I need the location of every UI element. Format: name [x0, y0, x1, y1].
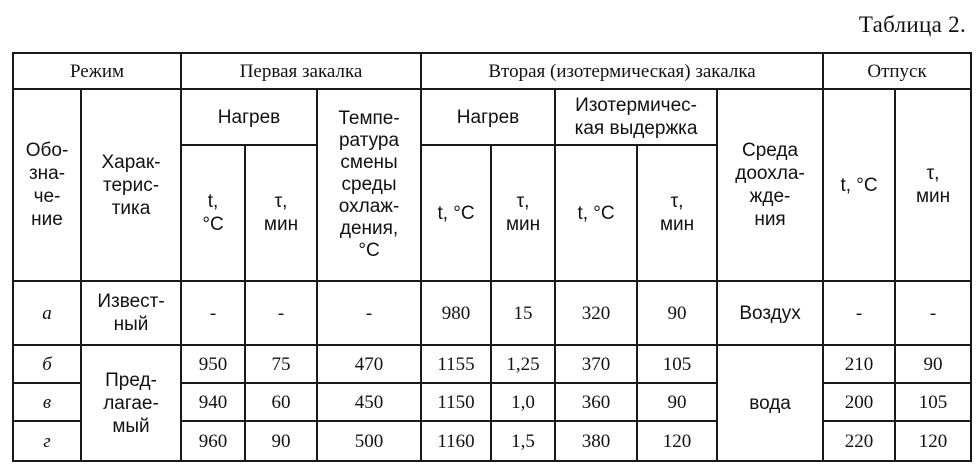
cell-z2-tau: 1,5	[491, 421, 555, 461]
cell-z1-t: -	[181, 281, 245, 345]
cell-z1-t: 960	[181, 421, 245, 461]
cell-z1-temp: 450	[317, 383, 421, 421]
header-rezhim: Режим	[13, 53, 181, 89]
table-row	[13, 345, 971, 383]
table-caption: Таблица 2.	[858, 12, 966, 37]
cell-ot-tau: 105	[895, 383, 971, 421]
header-vtoraya-zakalka: Вторая (изотермическая) закалка	[421, 53, 823, 89]
cell-z2-t: 980	[421, 281, 491, 345]
cell-z1-t: 940	[181, 383, 245, 421]
cell-z2-t: 1160	[421, 421, 491, 461]
cell-z1-t: 950	[181, 345, 245, 383]
cell-z1-tau: 60	[245, 383, 317, 421]
cell-iz-tau: 120	[637, 421, 717, 461]
header-otpusk-t: t, °С	[823, 89, 895, 281]
cell-ot-t: 210	[823, 345, 895, 383]
cell-z1-tau: 75	[245, 345, 317, 383]
header-iz-t: t, °С	[555, 145, 637, 281]
cell-ot-t: 200	[823, 383, 895, 421]
header-oboznachenie: Обо- зна- че- ние	[13, 89, 81, 281]
header-row-2	[13, 89, 971, 145]
cell-oboz: в	[13, 383, 81, 421]
cell-ot-tau: -	[895, 281, 971, 345]
cell-z2-t: 1155	[421, 345, 491, 383]
heat-treatment-table	[12, 52, 972, 462]
cell-ot-t: -	[823, 281, 895, 345]
header-temp-smeny: Темпе- ратура смены среды охлаж- дения, °С	[317, 89, 421, 281]
header-nagrev-2: Нагрев	[421, 89, 555, 145]
table-row	[13, 281, 971, 345]
cell-ot-t: 220	[823, 421, 895, 461]
cell-z2-tau: 1,25	[491, 345, 555, 383]
header-z2-t: t, °С	[421, 145, 491, 281]
cell-z1-temp: 500	[317, 421, 421, 461]
cell-z2-t: 1150	[421, 383, 491, 421]
header-z2-tau: τ, мин	[491, 145, 555, 281]
cell-z1-temp: 470	[317, 345, 421, 383]
cell-ot-tau: 120	[895, 421, 971, 461]
cell-oboz: г	[13, 421, 81, 461]
cell-iz-tau: 90	[637, 383, 717, 421]
cell-oboz: б	[13, 345, 81, 383]
header-harakteristika: Харак- терис- тика	[81, 89, 181, 281]
cell-iz-tau: 90	[637, 281, 717, 345]
header-row-1	[13, 53, 971, 89]
cell-iz-tau: 105	[637, 345, 717, 383]
header-sreda-doohl: Среда доохла- жде- ния	[717, 89, 823, 281]
header-izoterm-vyderzhka: Изотермичес- кая выдержка	[555, 89, 717, 145]
header-z1-t: t, °С	[181, 145, 245, 281]
cell-iz-t: 320	[555, 281, 637, 345]
cell-z2-tau: 1,0	[491, 383, 555, 421]
cell-iz-t: 380	[555, 421, 637, 461]
header-z1-tau: τ, мин	[245, 145, 317, 281]
cell-char: Пред- лагае- мый	[81, 345, 181, 461]
cell-ot-tau: 90	[895, 345, 971, 383]
cell-oboz: а	[13, 281, 81, 345]
cell-z1-tau: -	[245, 281, 317, 345]
header-otpusk: Отпуск	[823, 53, 971, 89]
cell-sreda: Воздух	[717, 281, 823, 345]
cell-iz-t: 370	[555, 345, 637, 383]
header-pervaya-zakalka: Первая закалка	[181, 53, 421, 89]
cell-z2-tau: 15	[491, 281, 555, 345]
cell-sreda: вода	[717, 345, 823, 461]
cell-char: Извест- ный	[81, 281, 181, 345]
cell-z1-tau: 90	[245, 421, 317, 461]
header-otpusk-tau: τ, мин	[895, 89, 971, 281]
cell-iz-t: 360	[555, 383, 637, 421]
cell-z1-temp: -	[317, 281, 421, 345]
header-iz-tau: τ, мин	[637, 145, 717, 281]
header-nagrev-1: Нагрев	[181, 89, 317, 145]
